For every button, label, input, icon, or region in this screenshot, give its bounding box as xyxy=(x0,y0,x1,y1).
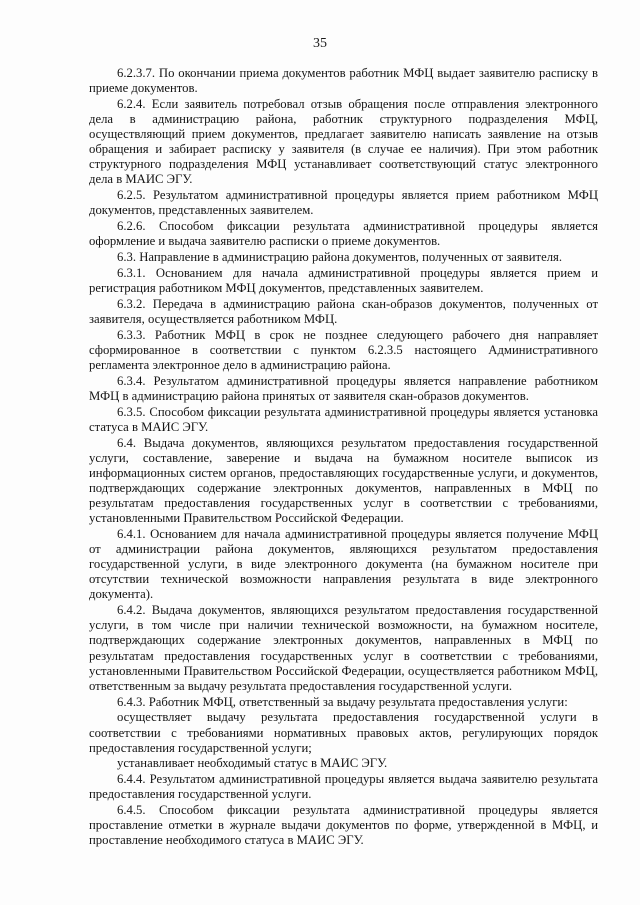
paragraph-6-4-3-item-2: устанавливает необходимый статус в МАИС ЭГУ. xyxy=(117,756,388,771)
document-body xyxy=(89,66,598,849)
paragraph-6-3-2: 6.3.2. Передача в администрацию района скан-образов документов, полученных от заявителя, осуществляется работником МФЦ. xyxy=(89,296,598,326)
paragraph-6-3-3: 6.3.3. Работник МФЦ в срок не позднее следующего рабочего дня направляет сформированное в соответствии с пунктом 6.2.3.5 настоящего Административного регламента электронное дело в администрацию района. xyxy=(89,327,598,373)
paragraph-6-4-1: 6.4.1. Основанием для начала административной процедуры является получение МФЦ от администрации района документов, являющихся результатом предоставления государственной услуги, в виде электронного документа (на бумажном носителе при отсутствии технической возможности направления результата в виде электронного документа). xyxy=(89,527,598,602)
paragraph-6-2-5: 6.2.5. Результатом административной процедуры является прием работником МФЦ документов, представленных заявителем. xyxy=(89,188,598,218)
paragraph-6-3-4: 6.3.4. Результатом административной процедуры является направление работником МФЦ в администрацию района принятых от заявителя скан-образов документов. xyxy=(89,373,598,403)
paragraph-6-3-5: 6.3.5. Способом фиксации результата административной процедуры является установка статуса в МАИС ЭГУ. xyxy=(89,404,598,434)
paragraph-6-4-4: 6.4.4. Результатом административной процедуры является выдача заявителю результата предоставления государственной услуги. xyxy=(89,772,598,802)
paragraph-6-2-3-7: 6.2.3.7. По окончании приема документов работник МФЦ выдает заявителю расписку в приеме документов. xyxy=(89,66,598,96)
paragraph-6-2-6: 6.2.6. Способом фиксации результата административной процедуры является оформление и выдача заявителю расписки о приеме документов. xyxy=(89,219,598,249)
paragraph-6-4-3-item-1: осуществляет выдачу результата предоставления государственной услуги в соответствии с требованиями нормативных правовых актов, регулирующих порядок предоставления государственной услуги; xyxy=(89,710,598,755)
paragraph-6-3: 6.3. Направление в администрацию района документов, полученных от заявителя. xyxy=(117,250,563,265)
paragraph-6-4-2: 6.4.2. Выдача документов, являющихся результатом предоставления государственной услуги, в том числе при наличии технической возможности, на бумажном носителе, подтверждающих содержание электронных документов, направленных в МФЦ по результатам предоставления государственных услуг в соответствии с требованиями, установленными Правительством Российской Федерации, осуществляется работником МФЦ, ответственным за выдачу результата предоставления государственной услуги. xyxy=(89,603,598,693)
paragraph-6-4-3: 6.4.3. Работник МФЦ, ответственный за выдачу результата предоставления услуги: xyxy=(117,694,568,709)
paragraph-6-2-4: 6.2.4. Если заявитель потребовал отзыв обращения после отправления электронного дела в администрацию района, работник структурного подразделения МФЦ, осуществляющий прием документов, предлагает заявителю написать заявление на отзыв обращения и забирает расписку у заявителя (в случае ее наличия). При этом работник структурного подразделения МФЦ устанавливает соответствующий статус электронного дела в МАИС ЭГУ. xyxy=(89,96,598,187)
paragraph-6-3-1: 6.3.1. Основанием для начала административной процедуры является прием и регистрация работником МФЦ документов, представленных заявителем. xyxy=(89,265,598,296)
paragraph-6-4: 6.4. Выдача документов, являющихся результатом предоставления государственной услуги, составление, заверение и выдача на бумажном носителе выписок из информационных систем органов, предоставляющих государственные услуги, и документов, подтверждающих содержание электронных документов, направленных в МФЦ по результатам предоставления государственных услуг в соответствии с требованиями, установленными Правительством Российской Федерации. xyxy=(89,435,598,526)
paragraph-6-4-5: 6.4.5. Способом фиксации результата административной процедуры является проставление отметки в журнале выдачи документов по форме, утвержденной в МФЦ, и проставление необходимого статуса в МАИС ЭГУ. xyxy=(89,803,598,848)
page-number: 35 xyxy=(313,36,327,51)
